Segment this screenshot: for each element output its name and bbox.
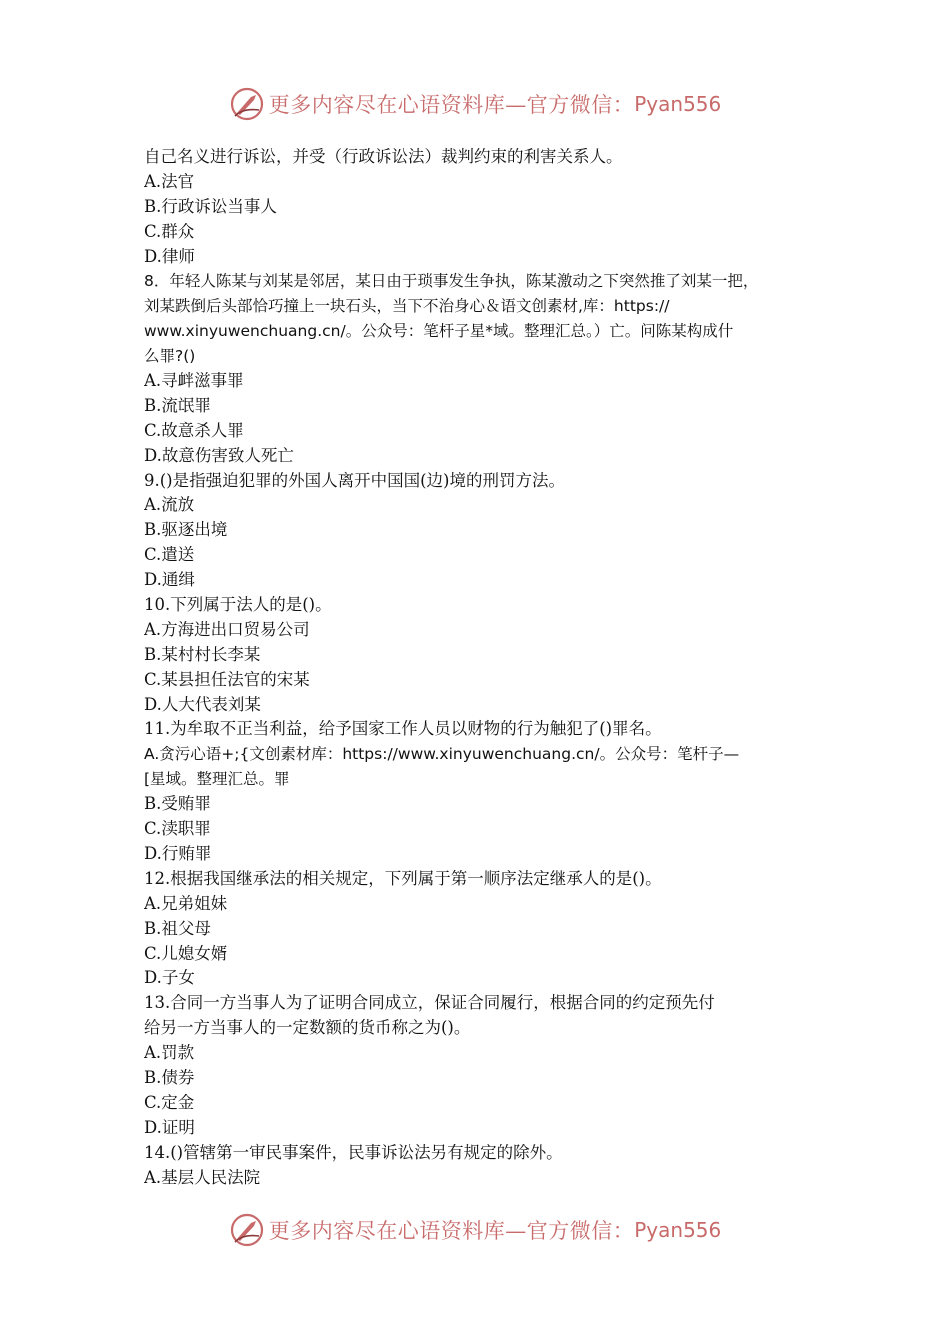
text-line: D.律师 bbox=[144, 246, 195, 266]
text-line: C.某县担任法官的宋某 bbox=[144, 669, 310, 689]
text-line: B.驱逐出境 bbox=[144, 520, 228, 540]
text-line: 9.()是指强迫犯罪的外国人离开中国国(边)境的刑罚方法。 bbox=[144, 470, 565, 490]
text-line: A.罚款 bbox=[144, 1043, 195, 1063]
text-line: D.通缉 bbox=[144, 570, 195, 590]
text-line: C.群众 bbox=[144, 221, 195, 241]
text-line: D.行贿罪 bbox=[144, 843, 212, 863]
text-line: D.故意伤害致人死亡 bbox=[144, 445, 294, 465]
banner-wechat-id: Pyan556 bbox=[634, 1218, 722, 1242]
text-line: A.寻衅滋事罪 bbox=[144, 371, 244, 391]
banner-wechat-id: Pyan556 bbox=[634, 92, 722, 116]
text-line: A.贪污心语+;{文创素材库：https://www.xinyuwenchuang.cn/。公众号：笔杆子— bbox=[144, 745, 740, 764]
text-line: 8．年轻人陈某与刘某是邻居，某日由于琐事发生争执，陈某激动之下突然推了刘某一把， bbox=[144, 272, 759, 291]
text-line: 给另一方当事人的一定数额的货币称之为()。 bbox=[144, 1018, 471, 1038]
text-line: D.人大代表刘某 bbox=[144, 694, 261, 714]
text-line: 12.根据我国继承法的相关规定，下列属于第一顺序法定继承人的是()。 bbox=[144, 868, 662, 888]
text-line: A.方海进出口贸易公司 bbox=[144, 619, 310, 639]
text-line: 13.合同一方当事人为了证明合同成立，保证合同履行，根据合同的约定预先付 bbox=[144, 993, 715, 1013]
pen-nib-logo-icon bbox=[229, 86, 265, 122]
text-line: C.故意杀人罪 bbox=[144, 420, 244, 440]
text-line: A.基层人民法院 bbox=[144, 1167, 261, 1187]
text-line: 10.下列属于法人的是()。 bbox=[144, 595, 332, 615]
text-line: B.受贿罪 bbox=[144, 794, 211, 814]
text-line: C.定金 bbox=[144, 1092, 195, 1112]
text-line: A.兄弟姐妹 bbox=[144, 893, 228, 913]
text-line: C.儿媳女婿 bbox=[144, 943, 228, 963]
footer-banner bbox=[0, 1210, 950, 1250]
text-line: B.行政诉讼当事人 bbox=[144, 196, 277, 216]
banner-text: 更多内容尽在心语资料库—官方微信： bbox=[268, 93, 635, 117]
text-line: B.流氓罪 bbox=[144, 395, 211, 415]
text-line: B.祖父母 bbox=[144, 918, 211, 938]
text-line: [星域。整理汇总。罪 bbox=[144, 770, 290, 789]
text-line: D.证明 bbox=[144, 1117, 195, 1137]
text-line: B.债券 bbox=[144, 1067, 195, 1087]
text-line: D.子女 bbox=[144, 968, 195, 988]
text-line: C.渎职罪 bbox=[144, 819, 211, 839]
text-line: 自己名义进行诉讼，并受（行政诉讼法）裁判约束的利害关系人。 bbox=[144, 147, 623, 166]
text-line: C.遣送 bbox=[144, 545, 195, 565]
text-line: A.流放 bbox=[144, 495, 195, 515]
pen-nib-logo-icon bbox=[229, 1212, 265, 1248]
header-banner bbox=[0, 84, 950, 124]
banner-text: 更多内容尽在心语资料库—官方微信： bbox=[268, 1219, 635, 1243]
text-line: 11.为牟取不正当利益，给予国家工作人员以财物的行为触犯了()罪名。 bbox=[144, 719, 662, 739]
document-body bbox=[144, 145, 808, 1190]
text-line: www.xinyuwenchuang.cn/。公众号：笔杆子星*域。整理汇总。）亡。问陈某构成什 bbox=[144, 322, 734, 341]
text-line: 14.()管辖第一审民事案件，民事诉讼法另有规定的除外。 bbox=[144, 1142, 563, 1162]
text-line: B.某村村长李某 bbox=[144, 644, 261, 664]
text-line: 么罪?() bbox=[144, 347, 196, 366]
text-line: A.法官 bbox=[144, 171, 195, 191]
text-line: 刘某跌倒后头部恰巧撞上一块石头，当下不治身心＆语文创素材,库：https:// bbox=[144, 297, 670, 316]
